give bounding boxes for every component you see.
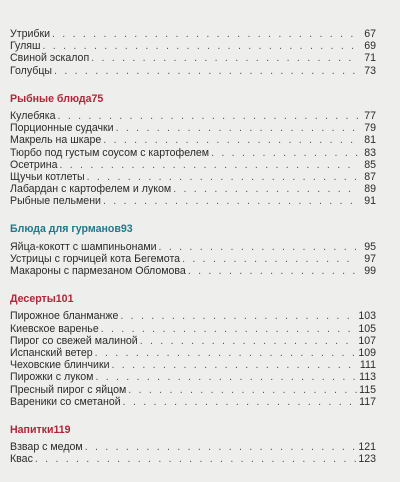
entry-page: 115 (359, 383, 376, 396)
entry-page: 103 (358, 310, 376, 323)
section-page: 93 (120, 223, 133, 236)
entry-page: 105 (358, 322, 376, 335)
entry-title: Взвар с медом (10, 441, 83, 454)
entry-title: Макрель на шкаре (10, 134, 102, 147)
entry-title: Яйца-кокотт с шампиньонами (10, 240, 157, 253)
entry-title: Рыбные пельмени (10, 195, 101, 208)
toc-entry (10, 323, 376, 335)
entry-page: 117 (359, 395, 376, 408)
section-header (10, 293, 376, 305)
entry-page: 111 (359, 359, 376, 372)
toc-entry (10, 52, 376, 64)
section-header (10, 93, 376, 105)
leader-dots (59, 159, 358, 171)
entry-page: 121 (358, 441, 376, 454)
leader-dots (54, 65, 358, 77)
leader-dots (116, 122, 358, 134)
leader-dots (182, 253, 358, 265)
toc-entry (10, 110, 376, 122)
leader-dots (120, 310, 356, 322)
entry-page: 109 (358, 346, 376, 359)
section-page: 119 (53, 423, 71, 436)
toc-entry (10, 265, 376, 277)
entry-title: Пирог со свежей малиной (10, 334, 138, 347)
entry-page: 77 (364, 109, 376, 122)
toc-entry (10, 384, 376, 396)
leader-dots (159, 241, 358, 253)
entry-title: Голубцы (10, 64, 53, 77)
section-title: Рыбные блюда (10, 92, 92, 105)
toc-entry (10, 171, 376, 183)
section-title: Блюда для гурманов (10, 223, 121, 236)
leader-dots (103, 134, 358, 146)
toc-entry (10, 183, 376, 195)
entry-title: Чеховские блинчики (10, 359, 110, 372)
toc-entry (10, 396, 376, 408)
entry-title: Осетрина (10, 158, 58, 171)
entry-title: Пирожное бланманже (10, 310, 119, 323)
entry-title: Лабардан с картофелем и луком (10, 183, 172, 196)
entry-title: Гуляш (10, 40, 41, 53)
leader-dots (112, 359, 358, 371)
section-drinks (10, 424, 376, 466)
section-header (10, 424, 376, 436)
toc-entry (10, 359, 376, 371)
entry-page: 97 (364, 252, 376, 265)
entry-page: 123 (358, 453, 376, 466)
entry-page: 67 (364, 28, 376, 40)
entry-page: 71 (364, 52, 376, 65)
leader-dots (188, 265, 358, 277)
section-desserts (10, 293, 376, 408)
leader-dots (52, 28, 358, 40)
leader-dots (128, 384, 357, 396)
leader-dots (87, 171, 358, 183)
entry-page: 83 (364, 146, 376, 159)
entry-title: Киевское варенье (10, 322, 99, 335)
toc-entry (10, 195, 376, 207)
toc-entry (10, 310, 376, 322)
section-header (10, 223, 376, 235)
leader-dots (85, 441, 357, 453)
entry-page: 73 (364, 64, 376, 77)
toc-entry (10, 122, 376, 134)
table-of-contents (10, 28, 376, 465)
toc-entry (10, 159, 376, 171)
section-gourmet (10, 223, 376, 277)
entry-page: 91 (364, 195, 376, 208)
toc-entry (10, 147, 376, 159)
section-page: 101 (55, 293, 74, 306)
leader-dots (173, 183, 358, 195)
entry-title: Квас (10, 453, 33, 466)
entry-title: Макароны с пармезаном Обломова (10, 265, 186, 277)
section-page: 75 (91, 92, 104, 105)
toc-entry (10, 253, 376, 265)
entry-title: Испанский ветер (10, 346, 93, 359)
entry-title: Тюрбо под густым соусом с картофелем (10, 146, 210, 159)
section-title: Десерты (10, 293, 56, 306)
toc-entry (10, 134, 376, 146)
leader-dots (35, 453, 356, 465)
entry-title: Свиной эскалоп (10, 52, 90, 65)
toc-entry (10, 335, 376, 347)
leader-dots (140, 335, 357, 347)
leader-dots (58, 110, 358, 122)
entry-page: 85 (364, 158, 376, 171)
entry-page: 89 (364, 183, 376, 196)
entry-title: Вареники со сметаной (10, 395, 121, 408)
entry-title: Утрибки (10, 28, 51, 40)
section-title: Напитки (10, 423, 54, 436)
entry-page: 107 (358, 334, 376, 347)
entry-title: Устрицы с горчицей кота Бегемота (10, 252, 181, 265)
toc-entry (10, 347, 376, 359)
section-fish-dishes (10, 93, 376, 208)
entry-title: Щучьи котлеты (10, 170, 85, 183)
leader-dots (95, 371, 357, 383)
toc-entry (10, 65, 376, 77)
toc-entry (10, 371, 376, 383)
entry-page: 81 (364, 134, 376, 147)
entry-page: 69 (364, 40, 376, 53)
entry-page: 95 (364, 240, 376, 253)
entry-page: 87 (364, 170, 376, 183)
entry-title: Кулебяка (10, 109, 56, 122)
toc-entry (10, 40, 376, 52)
leader-dots (91, 52, 358, 64)
leader-dots (95, 347, 357, 359)
leader-dots (103, 195, 358, 207)
toc-entry (10, 453, 376, 465)
toc-entry (10, 28, 376, 40)
toc-entry (10, 441, 376, 453)
leader-dots (211, 147, 358, 159)
leader-dots (123, 396, 357, 408)
toc-entry (10, 241, 376, 253)
entry-title: Пресный пирог с яйцом (10, 383, 127, 396)
leader-dots (101, 323, 357, 335)
leader-dots (43, 40, 358, 52)
entry-title: Пирожки с луком (10, 371, 94, 384)
section-continued (10, 28, 376, 77)
entry-page: 99 (364, 265, 376, 277)
entry-title: Порционные судачки (10, 122, 114, 135)
entry-page: 79 (364, 122, 376, 135)
entry-page: 113 (359, 371, 376, 384)
